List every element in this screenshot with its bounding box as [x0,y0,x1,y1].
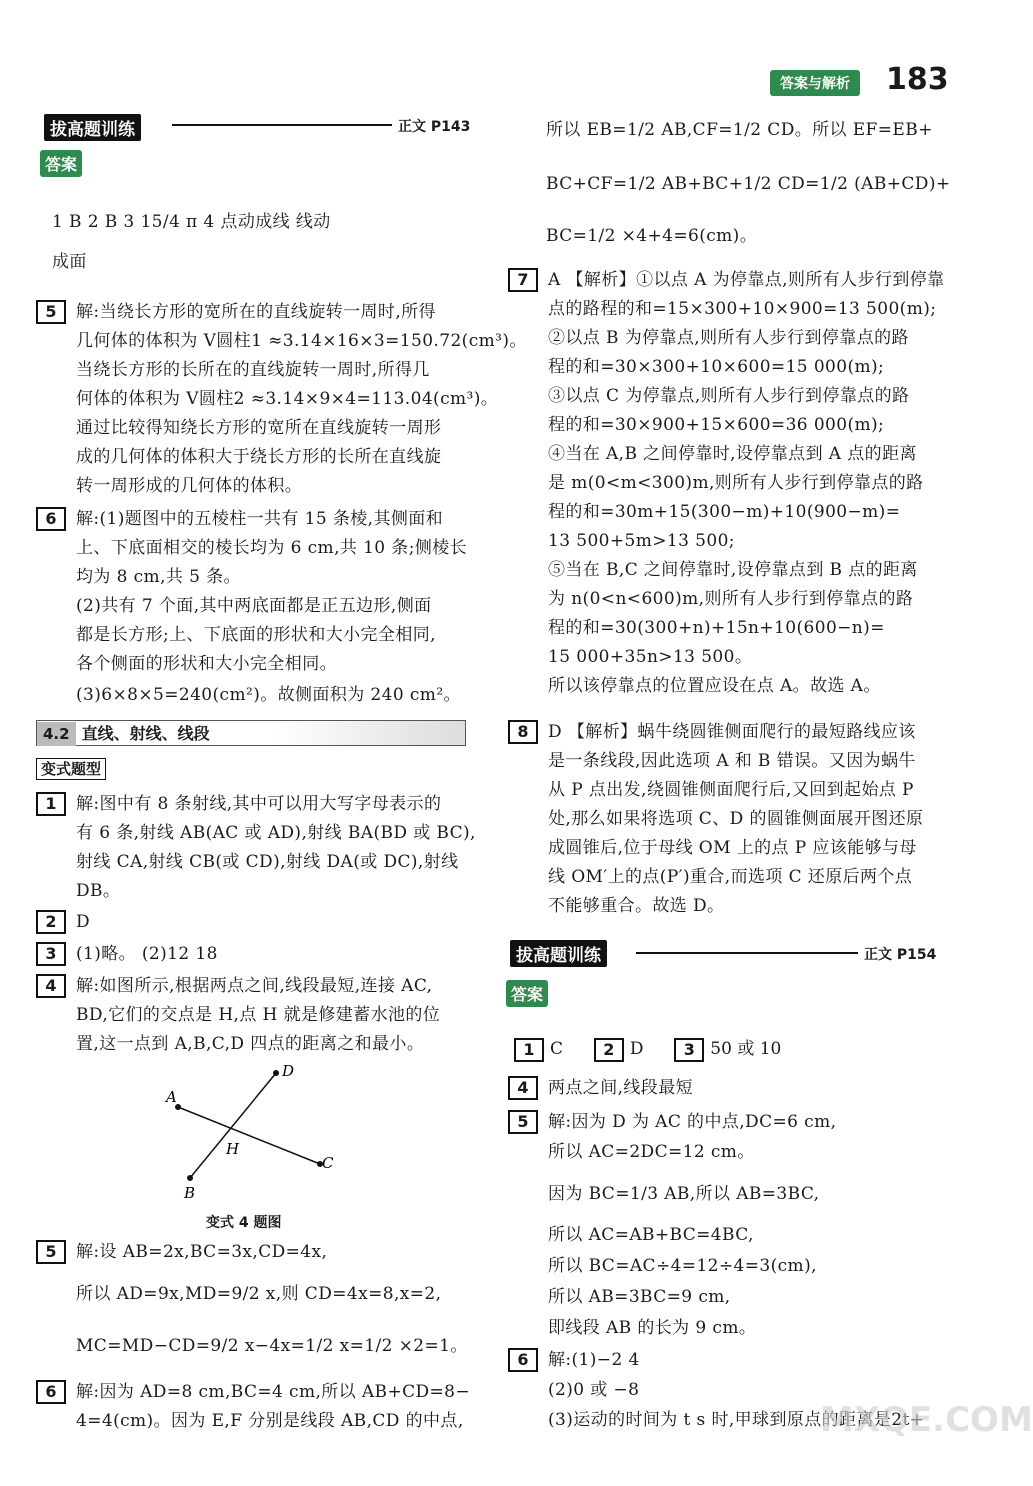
q7-line: 点的路程的和=15×300+10×900=13 500(m); [548,299,937,319]
q6-line: 各个侧面的形状和大小完全相同。 [76,654,337,674]
variant-tag: 变式题型 [36,758,106,780]
b1-line: DB。 [76,881,121,901]
b6-line: 4=4(cm)。因为 E,F 分别是线段 AB,CD 的中点, [76,1411,464,1431]
q8-number: 8 [508,720,544,744]
q7-line: ④当在 A,B 之间停靠时,设停靠点到 A 点的距离 [548,444,917,464]
answer-line-1: 1 B 2 B 3 15/4 π 4 点动成线 线动 [52,212,331,232]
label-a: A [166,1088,177,1106]
label-d: D [282,1062,295,1080]
q7-line: 程的和=30m+15(300−m)+10(900−m)= [548,502,901,522]
q5-line: 通过比较得知绕长方形的宽所在直线旋转一周形 [76,418,442,438]
c5-line: 所以 AB=3BC=9 cm, [548,1287,731,1307]
q7-number: 7 [508,268,544,292]
watermark: MXQE.COM [820,1400,1033,1440]
c5-line: 所以 AC=AB+BC=4BC, [548,1225,754,1245]
q5-line: 转一周形成的几何体的体积。 [76,476,303,496]
point-d [273,1070,279,1076]
r1-line: 所以 EB=1/2 AB,CF=1/2 CD。所以 EF=EB+ [546,120,933,140]
b1-line: 射线 CA,射线 CB(或 CD),射线 DA(或 DC),射线 [76,852,459,872]
q6-number: 6 [36,507,72,531]
c6-line: 解:(1)−2 4 [548,1350,640,1370]
q7-line: 为 n(0<n<600)m,则所有人步行到停靠点的路 [548,589,914,609]
c2-answer: D [629,1039,644,1059]
b6-number: 6 [36,1380,72,1404]
q7-line: 13 500+5m>13 500; [548,531,735,551]
q7-line: 15 000+35n>13 500。 [548,647,753,667]
q5-line: 当绕长方形的长所在的直线旋转一周时,所得几 [76,360,430,380]
section-rule-right [636,952,858,954]
section-number: 4.2 [37,722,76,746]
section-ref-left: 正文 P143 [398,119,471,135]
c4-number: 4 [508,1076,544,1100]
q5-line: 何体的体积为 V圆柱2 ≈3.14×9×4=113.04(cm³)。 [76,389,499,409]
c1-answer: C [550,1039,564,1059]
section-tag-left: 拔高题训练 [44,114,141,141]
q7-line: 程的和=30(300+n)+15n+10(600−n)= [548,618,885,638]
label-b: B [184,1184,196,1202]
c6-line: (2)0 或 −8 [548,1380,640,1400]
q6-line: (2)共有 7 个面,其中两底面都是正五边形,侧面 [76,596,432,616]
label-h: H [226,1140,240,1158]
b5-line: MC=MD−CD=9/2 x−4x=1/2 x=1/2 ×2=1。 [76,1336,468,1356]
answer-tag-left: 答案 [40,150,82,177]
c5-line: 即线段 AB 的长为 9 cm。 [548,1318,757,1338]
q7-line: A 【解析】①以点 A 为停靠点,则所有人步行到停靠 [548,270,945,290]
c3-answer: 50 或 10 [710,1039,782,1059]
b5-line: 解:设 AB=2x,BC=3x,CD=4x, [76,1242,328,1262]
c4-line: 两点之间,线段最短 [548,1078,694,1098]
q6-line: 解:(1)题图中的五棱柱一共有 15 条棱,其侧面和 [76,509,444,529]
q7-line: ②以点 B 为停靠点,则所有人步行到停靠点的路 [548,328,909,348]
q6-line: 都是长方形;上、下底面的形状和大小完全相同, [76,625,436,645]
q6-line: (3)6×8×5=240(cm²)。故侧面积为 240 cm²。 [76,685,461,705]
b3-line: (1)略。 (2)12 18 [76,944,218,964]
b2-number: 2 [36,910,72,934]
q5-line: 成的几何体的体积大于绕长方形的长所在直线旋 [76,447,442,467]
section-rule-left [172,124,392,126]
q6-line: 上、下底面相交的棱长均为 6 cm,共 10 条;侧棱长 [76,538,468,558]
b5-line: 所以 AD=9x,MD=9/2 x,则 CD=4x=8,x=2, [76,1284,442,1304]
answer-tag-right: 答案 [506,980,548,1007]
q8-line: 不能够重合。故选 D。 [548,896,725,916]
q8-line: D 【解析】蜗牛绕圆锥侧面爬行的最短路线应该 [548,722,916,742]
q8-line: 成圆锥后,位于母线 OM 上的点 P 应该能够与母 [548,838,917,858]
q5-number: 5 [36,300,72,324]
section-header-4-2 [36,720,466,746]
c5-number: 5 [508,1110,544,1134]
segment-bd [190,1073,276,1178]
q7-line: 所以该停靠点的位置应设在点 A。故选 A。 [548,676,881,696]
q7-line: ③以点 C 为停靠点,则所有人步行到停靠点的路 [548,386,910,406]
b4-line: BD,它们的交点是 H,点 H 就是修建蓄水池的位 [76,1005,441,1025]
answer-analysis-badge: 答案与解析 [770,70,860,96]
label-c: C [322,1154,334,1172]
c5-line: 所以 AC=2DC=12 cm。 [548,1142,755,1162]
segment-ac [178,1107,320,1164]
q7-line: ⑤当在 B,C 之间停靠时,设停靠点到 B 点的距离 [548,560,918,580]
b1-number: 1 [36,792,72,816]
q8-line: 处,那么如果将选项 C、D 的圆锥侧面展开图还原 [548,809,924,829]
section-title: 直线、射线、线段 [81,724,210,743]
r1-line: BC+CF=1/2 AB+BC+1/2 CD=1/2 (AB+CD)+ [546,174,951,194]
b2-line: D [76,912,91,932]
c6-number: 6 [508,1348,544,1372]
variant-4-figure [150,1060,350,1210]
c5-line: 解:因为 D 为 AC 的中点,DC=6 cm, [548,1112,837,1132]
r1-line: BC=1/2 ×4+4=6(cm)。 [546,226,758,246]
c-answers-row: 1 C 2 D 3 50 或 10 [514,1034,781,1062]
b4-line: 解:如图所示,根据两点之间,线段最短,连接 AC, [76,976,433,996]
q8-line: 线 OM′上的点(P′)重合,而选项 C 还原后两个点 [548,867,913,887]
q7-line: 程的和=30×300+10×600=15 000(m); [548,357,885,377]
c5-line: 所以 BC=AC÷4=12÷4=3(cm), [548,1256,817,1276]
q5-line: 解:当绕长方形的宽所在的直线旋转一周时,所得 [76,302,436,322]
answer-line-2: 成面 [52,252,87,272]
b4-line: 置,这一点到 A,B,C,D 四点的距离之和最小。 [76,1034,425,1054]
b6-line: 解:因为 AD=8 cm,BC=4 cm,所以 AB+CD=8− [76,1382,471,1402]
b1-line: 解:图中有 8 条射线,其中可以用大写字母表示的 [76,794,442,814]
b1-line: 有 6 条,射线 AB(AC 或 AD),射线 BA(BD 或 BC), [76,823,476,843]
figure-caption: 变式 4 题图 [206,1215,282,1231]
q7-line: 程的和=30×900+15×600=36 000(m); [548,415,885,435]
b4-number: 4 [36,974,72,998]
q7-line: 是 m(0<m<300)m,则所有人步行到停靠点的路 [548,473,924,493]
section-ref-right: 正文 P154 [864,947,937,963]
b5-number: 5 [36,1240,72,1264]
q8-line: 是一条线段,因此选项 A 和 B 错误。又因为蜗牛 [548,751,916,771]
q8-line: 从 P 点出发,绕圆锥侧面爬行后,又回到起始点 P [548,780,914,800]
c6-line: (3)运动的时间为 t s 时,甲球到原点的距离是2t+ [548,1410,925,1430]
b3-number: 3 [36,942,72,966]
section-tag-right: 拔高题训练 [510,940,607,967]
c5-line: 因为 BC=1/3 AB,所以 AB=3BC, [548,1184,820,1204]
page-number: 183 [886,62,949,97]
point-b [187,1175,193,1181]
q5-line: 几何体的体积为 V圆柱1 ≈3.14×16×3=150.72(cm³)。 [76,331,527,351]
q6-line: 均为 8 cm,共 5 条。 [76,567,241,587]
